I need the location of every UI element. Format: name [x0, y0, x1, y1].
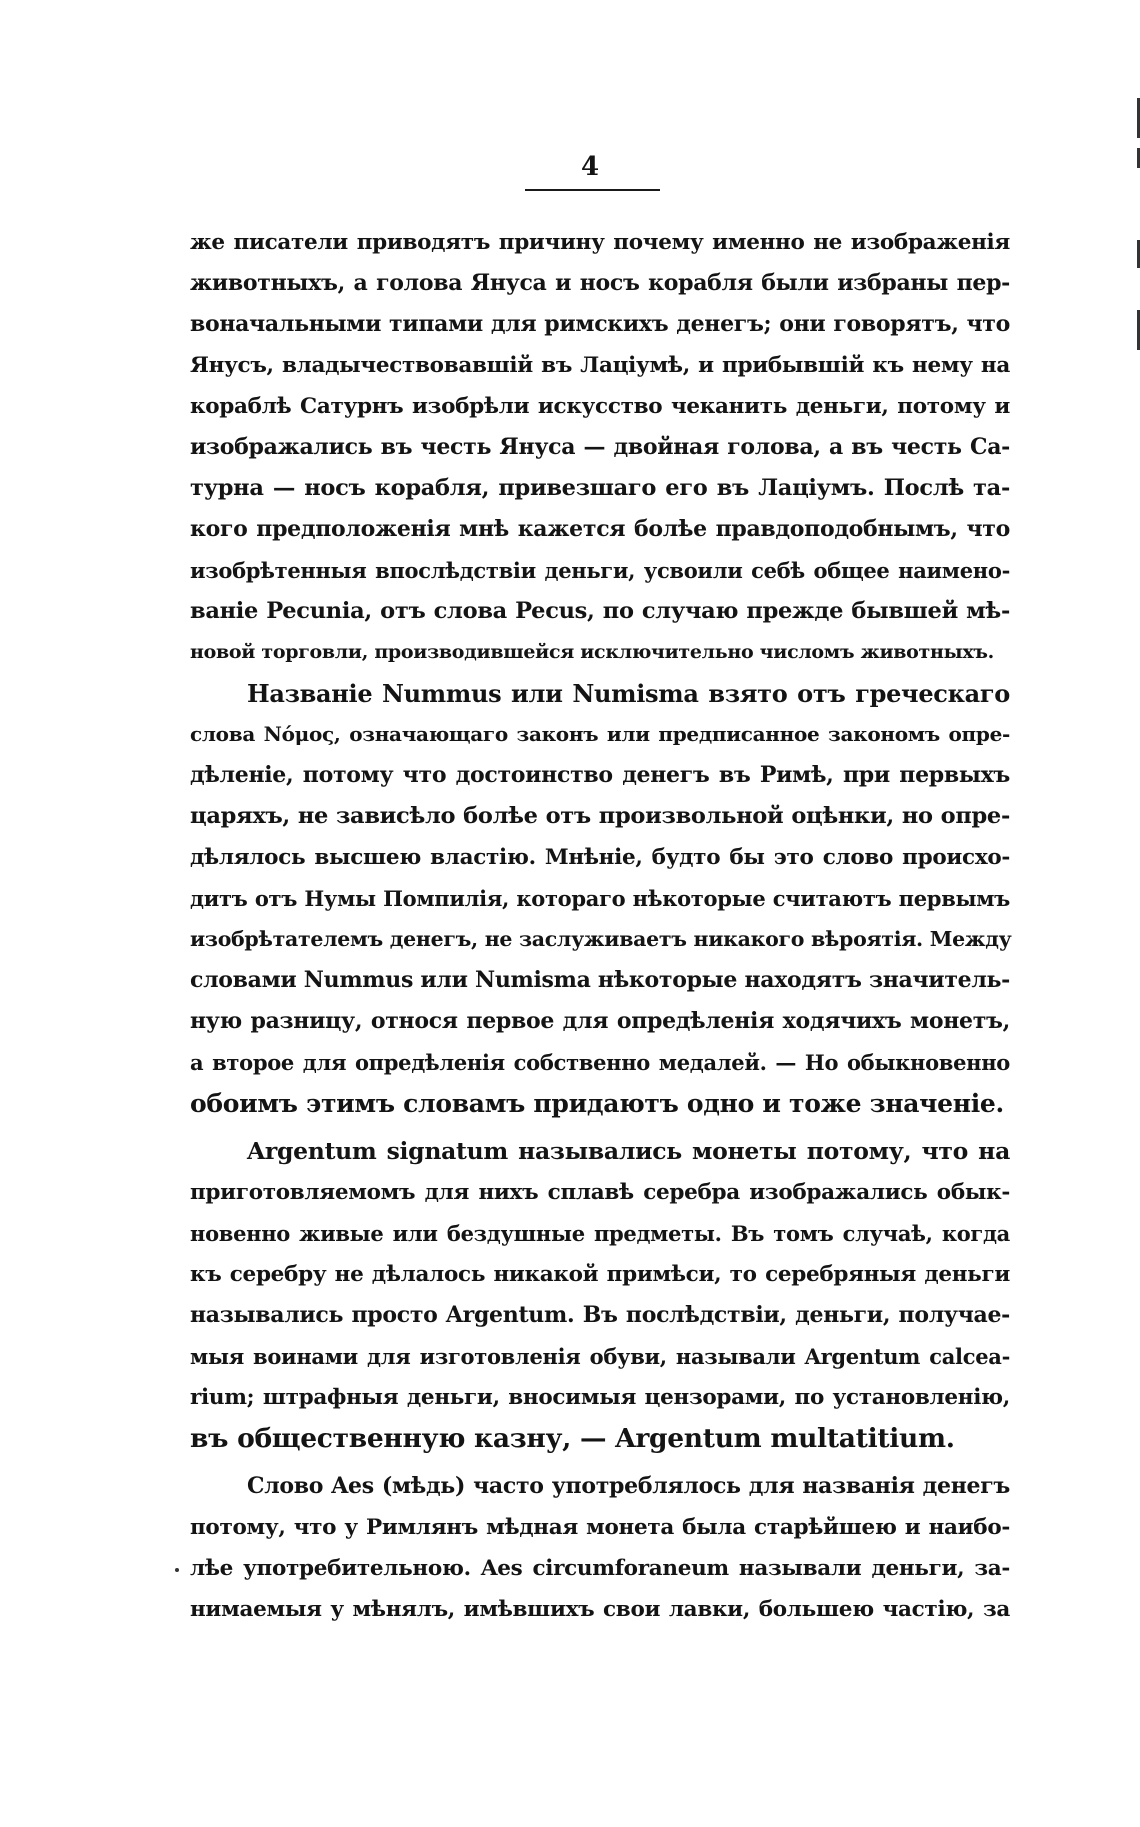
paragraph [190, 1131, 1010, 1459]
text-line: назывались просто Argentum. Въ послѣдствіи, деньги, получае- [190, 1302, 1010, 1328]
paragraph-gap [190, 1124, 1010, 1131]
text-line: Argentum signatum назывались монеты потому, что на [247, 1137, 1010, 1165]
text-line: приготовляемомъ для нихъ сплавѣ серебра изображались обык- [190, 1180, 1010, 1205]
text-line: нимаемыя у мѣнялъ, имѣвшихъ свои лавки, большею частію, за [190, 1597, 1010, 1622]
text-line: Янусъ, владычествовавшій въ Лаціумѣ, и прибывшій къ нему на [190, 353, 1010, 378]
paragraph [190, 673, 1010, 1124]
text-line: изобрѣтателемъ денегъ, не заслуживаетъ никакого вѣроятія. Между [190, 927, 1012, 951]
text-line: изобрѣтенныя впослѣдствіи деньги, усвоили себѣ общее наимено- [190, 558, 1010, 583]
text-line: царяхъ, не зависѣло болѣе отъ произвольной оцѣнки, но опре- [190, 803, 1010, 829]
text-line: дѣленіе, потому что достоинство денегъ въ Римѣ, при первыхъ [190, 762, 1010, 788]
header-rule [525, 189, 660, 191]
text-line: Названіе Nummus или Numisma взято отъ греческаго [247, 679, 1010, 708]
text-line: же писатели приводятъ причину почему именно не изображенія [190, 230, 1010, 255]
text-line: мыя воинами для изготовленія обуви, называли Argentum calcea- [190, 1344, 1010, 1369]
text-line: кого предположенія мнѣ кажется болѣе правдоподобнымъ, что [190, 516, 1010, 542]
text-line: животныхъ, а голова Януса и носъ корабля были избраны пер- [190, 270, 1010, 296]
text-line: дитъ отъ Нумы Помпилія, котораго нѣкоторые считаютъ первымъ [190, 886, 1010, 911]
text-line: новенно живые или бездушные предметы. Въ томъ случаѣ, когда [190, 1221, 1010, 1246]
text-line: rium; штрафныя деньги, вносимыя цензорами, по установленію, [190, 1385, 1010, 1410]
text-line: словами Nummus или Numisma нѣкоторые находятъ значитель- [190, 967, 1011, 993]
text-line: потому, что у Римлянъ мѣдная монета была старѣйшею и наибо- [190, 1515, 1010, 1540]
text-line: слова Nόμος, означающаго законъ или предписанное закономъ опре- [190, 722, 1010, 746]
text-line: новой торговли, производившейся исключительно числомъ животныхъ. [190, 641, 994, 663]
text-line: изображались въ честь Януса — двойная голова, а въ честь Са- [190, 434, 1010, 460]
text-line: ную разницу, относя первое для опредѣленія ходячихъ монетъ, [190, 1008, 1010, 1034]
text-line: а второе для опредѣленія собственно медалей. — Но обыкновенно [190, 1050, 1010, 1075]
paragraph-gap [190, 1459, 1010, 1466]
body-text [190, 222, 1010, 1630]
text-line: ваніе Pecunia, отъ слова Pecus, по случаю прежде бывшей мѣ- [190, 598, 1010, 624]
text-line: обоимъ этимъ словамъ придаютъ одно и тоже значеніе. [190, 1089, 1004, 1118]
text-line: воначальными типами для римскихъ денегъ; они говорятъ, что [190, 311, 1010, 337]
paragraph [190, 1466, 1010, 1630]
page-number: 4 [580, 152, 600, 182]
text-line: лѣе употребительною. Aes circumforaneum называли деньги, за- [190, 1556, 1010, 1581]
text-line: къ серебру не дѣлалось никакой примѣси, то серебряныя деньги [190, 1262, 1010, 1287]
scan-speck [175, 1568, 179, 1572]
text-line: турна — носъ корабля, привезшаго его въ Лаціумъ. Послѣ та- [190, 475, 1010, 501]
text-line: въ общественную казну, — Argentum multatitium. [190, 1423, 955, 1454]
text-line: дѣлялось высшею властію. Мнѣніе, будто бы это слово происхо- [190, 845, 1010, 870]
text-line: Слово Aes (мѣдь) часто употреблялось для названія денегъ [247, 1473, 1010, 1499]
text-line: кораблѣ Сатурнъ изобрѣли искусство чеканить деньги, потому и [190, 394, 1010, 419]
paragraph [190, 222, 1010, 673]
